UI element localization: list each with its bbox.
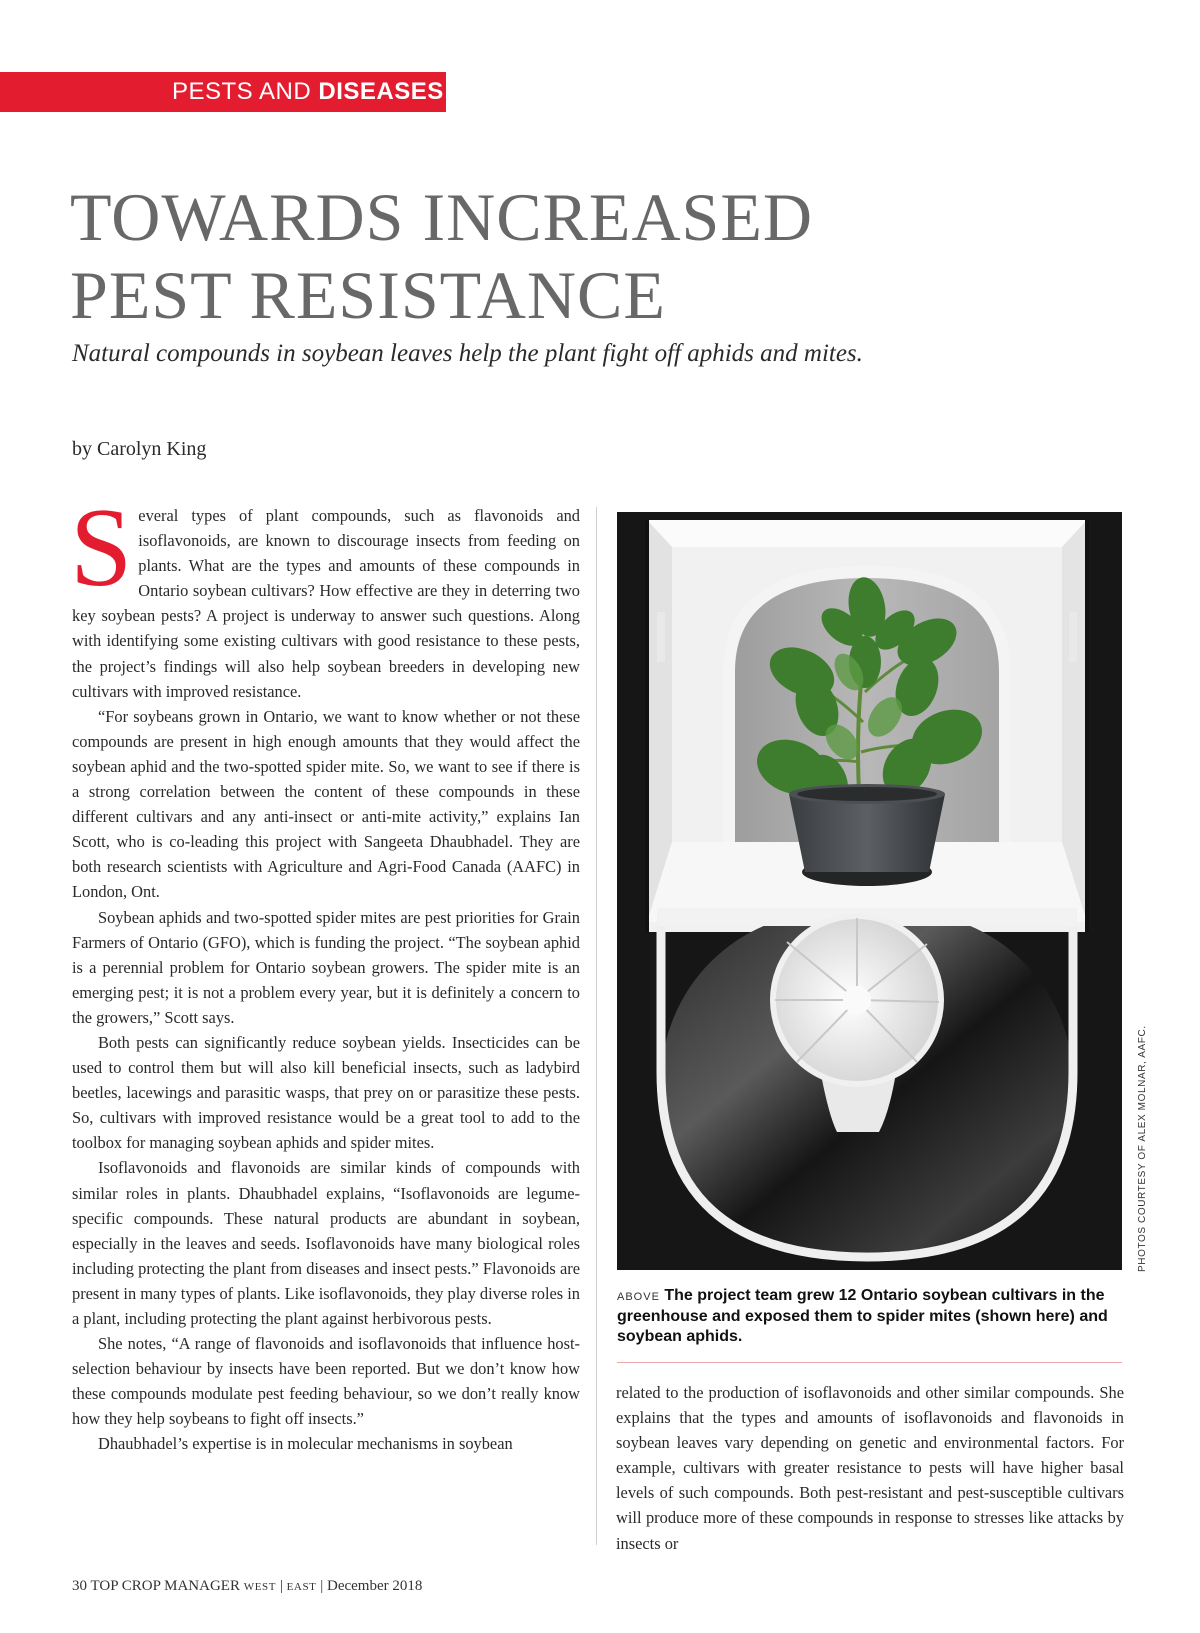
section-banner [0, 72, 446, 112]
edition-west: WEST [243, 1581, 277, 1593]
body-column-left [70, 486, 581, 1457]
issue-date: December 2018 [327, 1578, 423, 1594]
section-label-bold: DISEASES [318, 78, 444, 105]
edition-east: EAST [286, 1581, 317, 1593]
article-subtitle: Natural compounds in soybean leaves help the plant fight off aphids and mites. [72, 340, 863, 367]
headline-line-1: TOWARDS INCREASED [70, 179, 814, 255]
drop-cap: S [70, 486, 133, 610]
section-label-light: PESTS AND [172, 78, 312, 105]
soybean-cage-photo [617, 512, 1122, 1270]
body-paragraph: “For soybeans grown in Ontario, we want to know whether or not these compounds are present in high enough amounts that they would affect the soybean aphid and the two-spotted spider mite. So, we want to see if there is a strong correlation between the content of these compounds in these different cultivars and any anti-insect or anti-mite activity,” explains Ian Scott, who is co-leading this project with Sangeeta Dhaubhadel. They are both research scientists with Agriculture and Agri-Food Canada (AAFC) in London, Ont. [72, 706, 580, 902]
body-paragraph: Soybean aphids and two-spotted spider mites are pest priorities for Grain Farmers of Ontario (GFO), which is funding the project. “The soybean aphid is a perennial problem for Ontario soybean growers. The spider mite is an emerging pest; it is not a problem every year, but it is definitely a concern to the growers,” Scott says. [72, 907, 580, 1027]
article-headline [70, 178, 813, 334]
article-photo [617, 512, 1122, 1270]
body-paragraph: Dhaubhadel’s expertise is in molecular mechanisms in soybean [98, 1434, 513, 1454]
caption-divider [617, 1362, 1122, 1363]
body-paragraph: Isoflavonoids and flavonoids are similar kinds of compounds with similar roles in plants. Dhaubhadel explains, “Isoflavonoids are legume-specific compounds. These natural products are abundant in soybean, especially in the leaves and seeds. Isoflavonoids have many biological roles including protecting the plant from diseases and insect pests.” Flavonoids are present in many types of plants. Like isoflavonoids, they play diverse roles in a plant, including protecting the plant against herbivorous pests. [72, 1158, 581, 1328]
photo-caption [617, 1286, 1122, 1347]
column-divider [596, 507, 597, 1545]
footer-separator: | [279, 1578, 283, 1594]
page-footer [72, 1578, 422, 1595]
body-paragraph: Several types of plant compounds, such as flavonoids and isoflavonoids, are known to discourage insects from feeding on plants. What are the types and amounts of these compounds in Ontario soybean cultivars? How effective are they in deterring two key soybean pests? A project is underway to answer such questions. Along with identifying some existing cultivars with good resistance to these pests, the project’s findings will also help soybean breeders in developing new cultivars with improved resistance. [70, 486, 580, 701]
photo-credit: PHOTOS COURTESY OF ALEX MOLNAR, AAFC. [1137, 1025, 1148, 1272]
caption-label: ABOVE [617, 1291, 660, 1303]
page-number: 30 [72, 1578, 87, 1594]
magazine-name: TOP CROP MANAGER [90, 1578, 240, 1594]
headline-line-2: PEST RESISTANCE [70, 257, 666, 333]
body-paragraph: related to the production of isoflavonoids and other similar compounds. She explains that the types and amounts of isoflavonoids and flavonoids in soybean leaves vary depending on genetic and environmental factors. For example, cultivars with greater resistance to pests will have higher basal levels of such compounds. Both pest-resistant and pest-susceptible cultivars will produce more of these compounds in response to stresses like attacks by insects or [616, 1383, 1124, 1553]
footer-separator: | [320, 1578, 324, 1594]
caption-text: The project team grew 12 Ontario soybean cultivars in the greenhouse and exposed them to spider mites (shown here) and soybean aphids. [617, 1287, 1108, 1345]
body-column-right [616, 1380, 1124, 1556]
body-paragraph: Both pests can significantly reduce soybean yields. Insecticides can be used to control them but will also kill beneficial insects, such as ladybird beetles, lacewings and parasitic wasps, that prey on or parasitize these pests. So, cultivars with improved resistance would be a great tool to add to the toolbox for managing soybean aphids and spider mites. [72, 1032, 580, 1153]
byline: by Carolyn King [72, 438, 207, 460]
body-paragraph: She notes, “A range of flavonoids and isoflavonoids that influence host-selection behaviour by insects have been reported. But we don’t know how these compounds modulate pest feeding behaviour, so we don’t really know how they help soybeans to fight off insects.” [72, 1334, 580, 1429]
